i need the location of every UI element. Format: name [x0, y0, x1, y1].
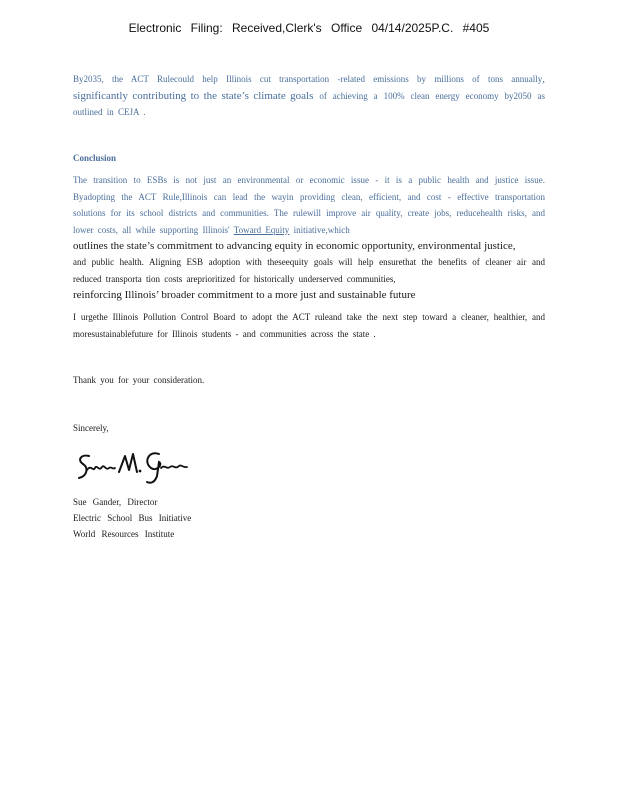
paragraph-urge: I urgethe Illinois Pollution Control Board to adopt the ACT ruleand take the next step toward a cleaner, healthier, and moresustainablefuture for Illinois students - and communities across the state .: [73, 312, 545, 339]
signer-block: [73, 494, 545, 542]
signer-org-1: Electric School Bus Initiative: [73, 513, 192, 523]
closing-line: Sincerely,: [73, 423, 109, 433]
paragraph-conclusion-part-d: and public health. Aligning ESB adoption with theseequity goals will help ensurethat the benefits of cleaner air and reduced transporta tion costs areprioritized for historically underserved communities,: [73, 257, 545, 284]
toward-equity-link[interactable]: Toward Equity: [233, 224, 290, 235]
paragraph-emissions-part-c: of achieving a 100% clean energy economy by2050 as outlined in CEJA .: [73, 90, 545, 117]
paragraph-conclusion: [73, 172, 545, 303]
paragraph-emissions-part-b: , significantly contributing to the state’s climate goals: [73, 73, 545, 102]
paragraph-emissions: [73, 71, 545, 121]
thanks-line: Thank you for your consideration.: [73, 375, 205, 385]
paragraph-conclusion-part-c: outlines the state’s commitment to advancing equity in economic opportunity, environmental justice,: [73, 240, 516, 252]
signer-name: Sue Gander, Director: [73, 497, 158, 507]
paragraph-emissions-part-a: By2035, the ACT Rulecould help Illinois cut transportation -related emissions by millions of tons annually: [73, 74, 543, 84]
paragraph-conclusion-part-b: initiative,which: [289, 224, 350, 235]
signer-org-2: World Resources Institute: [73, 529, 175, 539]
paragraph-conclusion-part-a: The transition to ESBs is not just an environmental or economic issue - it is a public health and justice issue. Byadopting the ACT Rule,Illinois can lead the wayin providing clean, efficient, and cost - effective transportation solutions for its school districts and communities. The rulewill improve air quality, create jobs, reducehealth risks, and lower costs, all while supporting Illinois': [73, 175, 545, 235]
paragraph-conclusion-part-e: reinforcing Illinois’ broader commitment to a more just and sustainable future: [73, 289, 416, 301]
conclusion-heading: Conclusion: [73, 153, 117, 163]
filing-header: Electronic Filing: Received,Clerk's Office 04/14/2025P.C. #405: [128, 21, 490, 35]
signature-image: [73, 442, 203, 488]
